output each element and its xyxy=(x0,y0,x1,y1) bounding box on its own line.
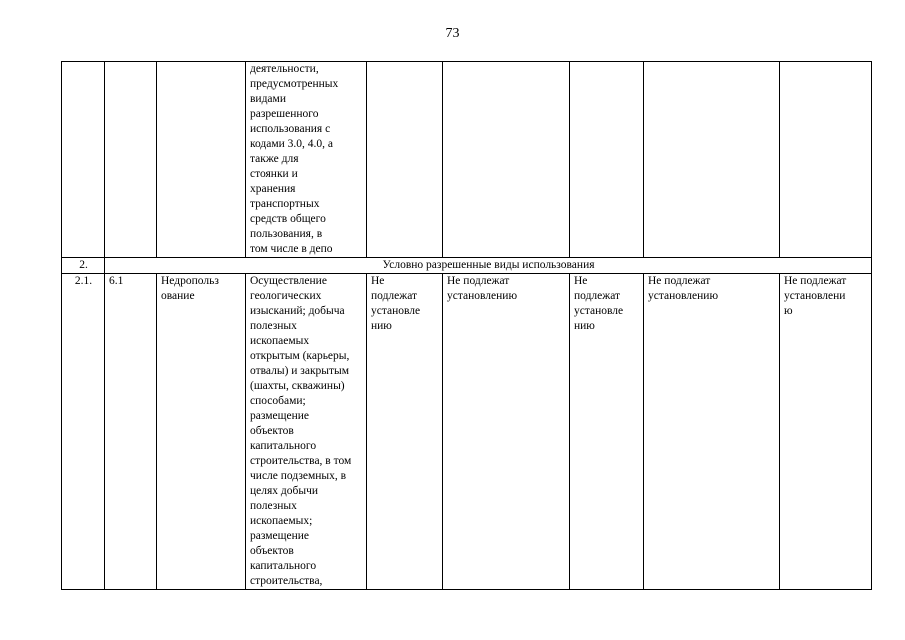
section-title: Условно разрешенные виды использования xyxy=(105,258,872,274)
table-cell-use-name xyxy=(157,62,246,258)
table-cell-param-5 xyxy=(780,62,872,258)
regulations-table xyxy=(61,61,872,590)
table-cell-param-4 xyxy=(644,62,780,258)
table-cell-param-1 xyxy=(367,62,443,258)
table-cell-param-3: Не подлежат установле нию xyxy=(570,274,644,590)
table-cell-param-5: Не подлежат установлени ю xyxy=(780,274,872,590)
section-number: 2. xyxy=(62,258,105,274)
table-cell-use-description: деятельности, предусмотренных видами разрешенного использования с кодами 3.0, 4.0, а также для стоянки и хранения транспортных средств общего пользования, в том числе в депо xyxy=(246,62,367,258)
table-cell-use-name: Недропольз ование xyxy=(157,274,246,590)
table-row xyxy=(62,274,872,590)
table-cell-number xyxy=(62,62,105,258)
table-cell-param-2 xyxy=(443,62,570,258)
table-cell-param-3 xyxy=(570,62,644,258)
table-cell-code xyxy=(105,62,157,258)
page-number: 73 xyxy=(445,26,460,41)
section-header-row xyxy=(62,258,872,274)
table-row xyxy=(62,62,872,258)
table-cell-number: 2.1. xyxy=(62,274,105,590)
table-cell-code: 6.1 xyxy=(105,274,157,590)
table-cell-param-2: Не подлежат установлению xyxy=(443,274,570,590)
table-cell-param-4: Не подлежат установлению xyxy=(644,274,780,590)
table-cell-param-1: Не подлежат установле нию xyxy=(367,274,443,590)
table-cell-use-description: Осуществление геологических изысканий; добыча полезных ископаемых открытым (карьеры, отвалы) и закрытым (шахты, скважины) способами; размещение объектов капитального строительства, в том числе подземных, в целях добычи полезных ископаемых; размещение объектов капитального строительства, xyxy=(246,274,367,590)
